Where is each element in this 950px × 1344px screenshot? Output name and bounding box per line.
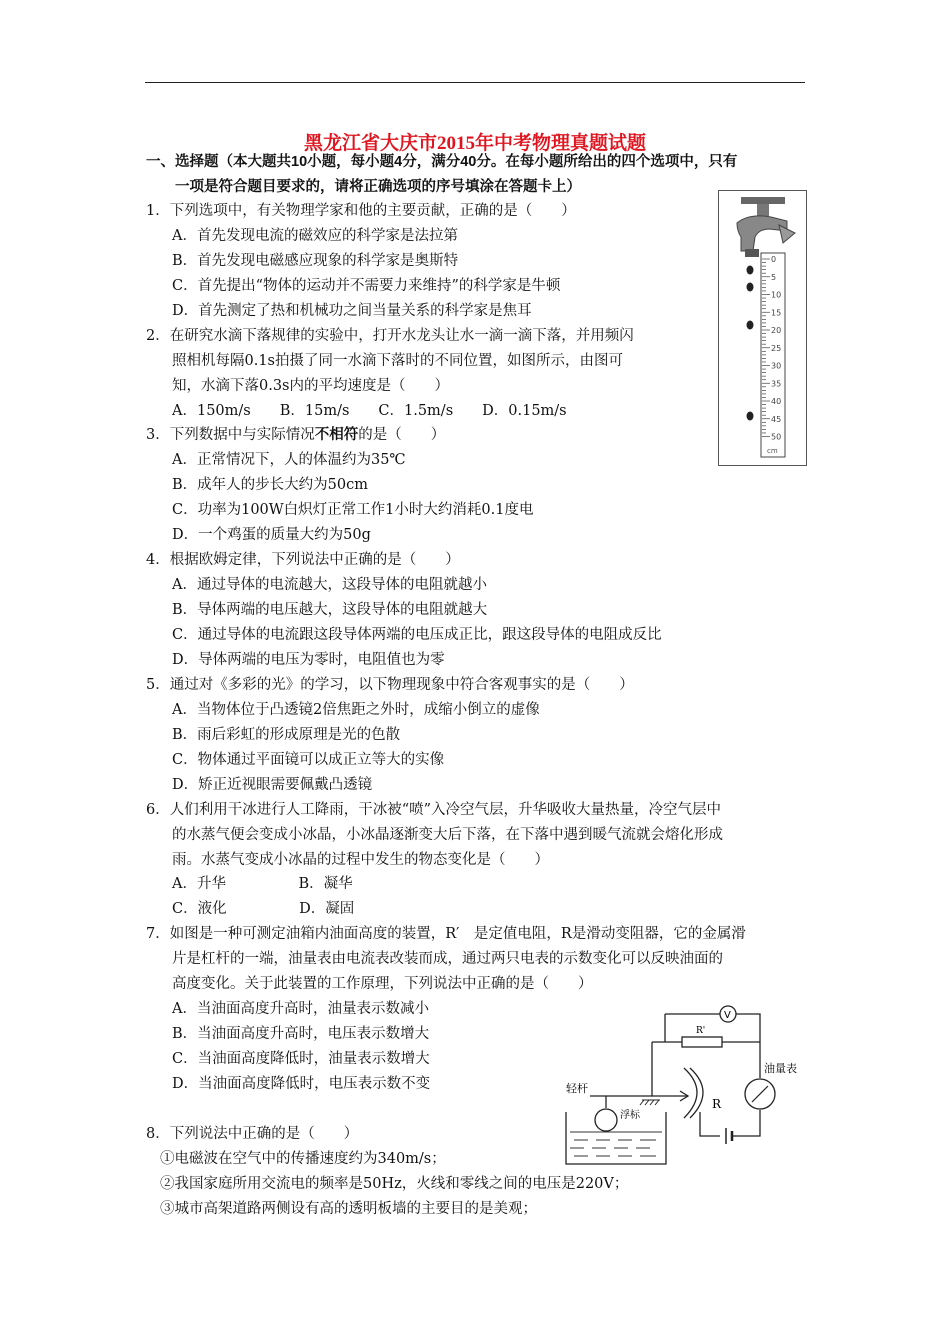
q4-option-a: A．通过导体的电流越大，这段导体的电阻就越小: [172, 577, 487, 593]
q5-option-a: A．当物体位于凸透镜2倍焦距之外时，成缩小倒立的虚像: [172, 702, 540, 718]
q5-stem: 5．通过对《多彩的光》的学习，以下物理现象中符合客观事实的是（ ）: [146, 677, 634, 693]
ruler-tick-label: 0: [771, 255, 777, 264]
q1-option-c: C．首先提出“物体的运动并不需要力来维持”的科学家是牛顿: [172, 278, 561, 294]
q3-option-b: B．成年人的步长大约为50cm: [172, 477, 368, 493]
q7-option-a: A．当油面高度升高时，油量表示数减小: [172, 1001, 429, 1017]
oil-liquid: [570, 1132, 662, 1156]
q8-statement-1: ①电磁波在空气中的传播速度约为340m/s；: [160, 1151, 446, 1167]
q8-statement-3: ③城市高架道路两侧设有高的透明板墙的主要目的是美观；: [160, 1201, 537, 1217]
ruler-tick-label: 40: [771, 397, 782, 406]
q5-option-b: B．雨后彩虹的形成原理是光的色散: [172, 727, 401, 743]
ruler-tick-label: 35: [771, 379, 782, 389]
q2-stem-2: 照相机每隔0.1s拍摄了同一水滴下落时的不同位置，如图所示，由图可: [172, 353, 623, 369]
q6-stem-1: 6．人们利用干冰进行人工降雨，干冰被“喷”入冷空气层，升华吸收大量热量，冷空气层中: [146, 802, 722, 818]
voltmeter-label: V: [724, 1010, 731, 1021]
ruler-tick-label: 10: [771, 290, 782, 300]
q6-options-row1: A．升华 B．凝华: [172, 876, 353, 892]
water-drop-2: [747, 283, 754, 292]
water-drop-1: [747, 266, 754, 275]
ruler-tick-label: 30: [771, 361, 782, 371]
faucet-icon: [737, 197, 795, 257]
q7-option-b: B．当油面高度升高时，电压表示数增大: [172, 1026, 430, 1042]
faucet-ruler-drawing: [719, 191, 806, 465]
q6-options-row2: C．液化 D．凝固: [172, 901, 355, 917]
fixed-resistor-label: R': [696, 1026, 706, 1036]
ruler-tick-label: 5: [771, 272, 777, 282]
water-drop-3: [747, 321, 754, 330]
q1-option-d: D．首先测定了热和机械功之间当量关系的科学家是焦耳: [172, 303, 532, 319]
q3-stem: [146, 425, 445, 445]
q4-stem: 4．根据欧姆定律，下列说法中正确的是（ ）: [146, 552, 460, 568]
q2-stem-1: 2．在研究水滴下落规律的实验中，打开水龙头让水一滴一滴下落，并用频闪: [146, 328, 634, 344]
q3-stem-emphasis: 不相符: [314, 426, 359, 443]
rheostat-label: R: [712, 1097, 722, 1111]
q1-stem: 1．下列选项中，有关物理学家和他的主要贡献，正确的是（ ）: [146, 203, 576, 219]
q7-option-c: C．当油面高度降低时，油量表示数增大: [172, 1051, 430, 1067]
q7-stem-2: 片是杠杆的一端，油量表由电流表改装而成，通过两只电表的示数变化可以反映油面的: [172, 951, 723, 967]
q3-option-a: A．正常情况下，人的体温约为35℃: [172, 452, 406, 468]
ruler-tick-label: 50: [771, 432, 782, 442]
ruler-unit-label: cm: [767, 447, 778, 455]
q3-stem-pre: 3．下列数据中与实际情况: [146, 427, 315, 443]
q3-option-d: D．一个鸡蛋的质量大约为50g: [172, 527, 371, 543]
q5-option-c: C．物体通过平面镜可以成正立等大的实像: [172, 752, 445, 768]
q1-option-a: A．首先发现电流的磁效应的科学家是法拉第: [172, 228, 458, 244]
q1-option-b: B．首先发现电磁感应现象的科学家是奥斯特: [172, 253, 459, 269]
section-header-line2: 一项是符合题目要求的，请将正确选项的序号填涂在答题卡上）: [175, 179, 581, 195]
q7-stem-3: 高度变化。关于此装置的工作原理，下列说法中正确的是（ ）: [172, 976, 593, 992]
float-label: 浮标: [620, 1110, 640, 1121]
q8-statement-2: ②我国家庭所用交流电的频率是50Hz，火线和零线之间的电压是220V；: [160, 1176, 629, 1192]
lever-label: 轻杆: [566, 1082, 588, 1095]
q7-option-d: D．当油面高度降低时，电压表示数不变: [172, 1076, 431, 1092]
ground-hatch: [640, 1100, 660, 1105]
top-rule: [145, 82, 805, 83]
q2-stem-3: 知，水滴下落0.3s内的平均速度是（ ）: [172, 378, 449, 394]
figure-oil-gauge-circuit: [560, 1000, 810, 1170]
q3-option-c: C．功率为100W白炽灯正常工作1小时大约消耗0.1度电: [172, 502, 534, 518]
q4-option-b: B．导体两端的电压越大，这段导体的电阻就越大: [172, 602, 488, 618]
ruler-tick-label: 15: [771, 308, 782, 318]
water-drop-4: [747, 412, 754, 421]
fixed-resistor-icon: [682, 1037, 722, 1047]
q6-stem-2: 的水蒸气便会变成小冰晶，小冰晶逐渐变大后下落，在下落中遇到暖气流就会熔化形成: [172, 827, 723, 843]
q5-option-d: D．矫正近视眼需要佩戴凸透镜: [172, 777, 373, 793]
ruler-tick-label: 20: [771, 326, 782, 335]
section-header-line1: 一、选择题（本大题共10小题，每小题4分，满分40分。在每小题所给出的四个选项中，只有: [146, 154, 738, 170]
oil-meter-label: 油量表: [764, 1062, 797, 1075]
q4-option-c: C．通过导体的电流跟这段导体两端的电压成正比，跟这段导体的电阻成反比: [172, 627, 662, 643]
circuit-diagram: [560, 1000, 810, 1170]
ruler-tick-label: 25: [771, 343, 782, 353]
ruler-tick-label: 45: [771, 414, 782, 424]
q2-options: A．150m/s B．15m/s C．1.5m/s D．0.15m/s: [172, 403, 567, 419]
q7-stem-1: 7．如图是一种可测定油箱内油面高度的装置，R′ 是定值电阻，R是滑动变阻器，它的金属滑: [146, 926, 746, 942]
q3-stem-post: 的是（ ）: [358, 427, 446, 443]
q6-stem-3: 雨。水蒸气变成小冰晶的过程中发生的物态变化是（ ）: [172, 852, 549, 868]
q8-stem: 8．下列说法中正确的是（ ）: [146, 1126, 359, 1142]
page-title: 黑龙江省大庆市2015年中考物理真题试题: [303, 133, 646, 154]
figure-faucet-ruler: [718, 190, 807, 466]
float-icon: [595, 1109, 617, 1131]
q4-option-d: D．导体两端的电压为零时，电阻值也为零: [172, 652, 445, 668]
